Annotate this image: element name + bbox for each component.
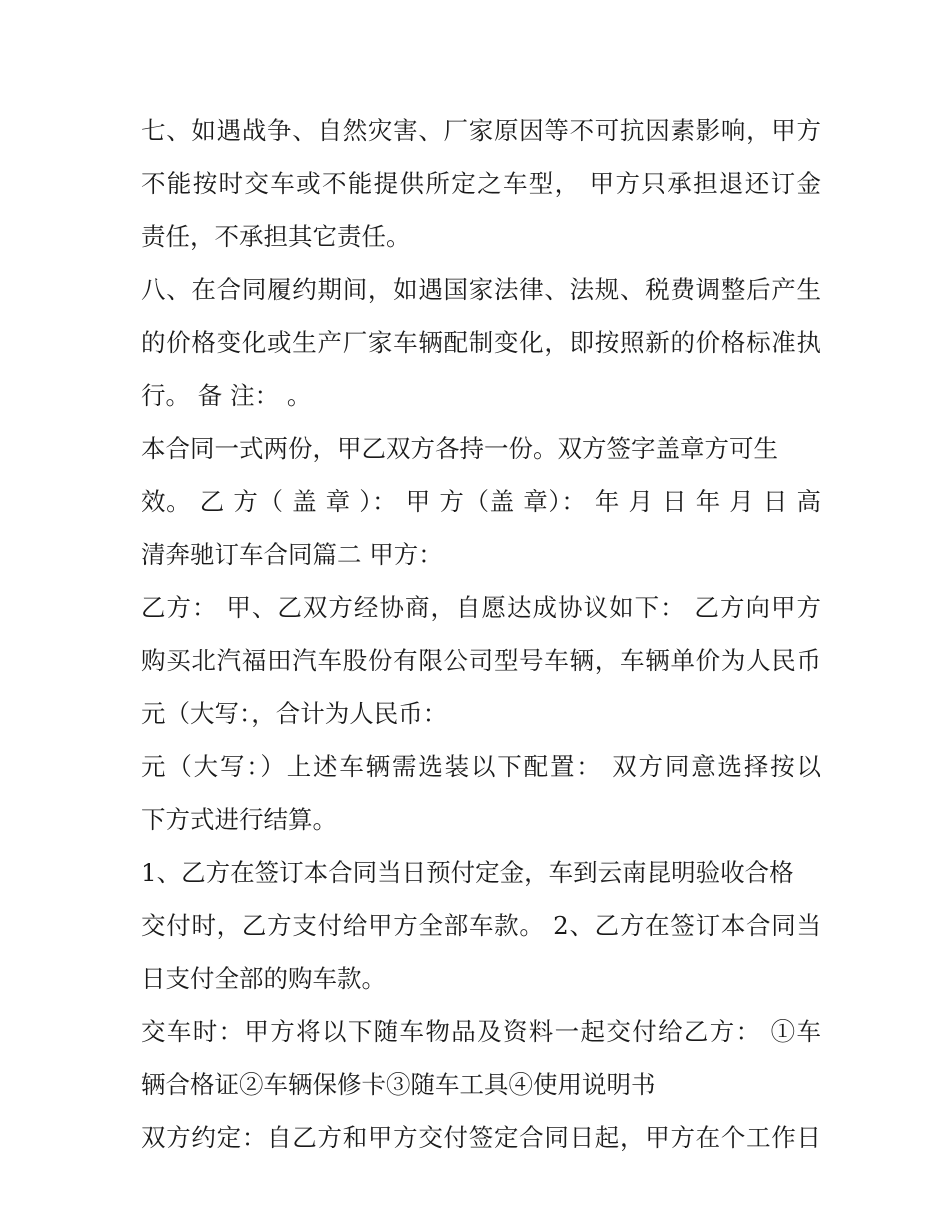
text-line: 交付时，乙方支付给甲方全部车款。 2、乙方在签订本合同当 — [141, 911, 821, 940]
text-line: 本合同一式两份，甲乙双方各持一份。双方签字盖章方可生 — [141, 434, 778, 463]
text-line: 双方约定：自乙方和甲方交付签定合同日起，甲方在个工作日 — [141, 1123, 821, 1152]
text-line: 交车时：甲方将以下随车物品及资料一起交付给乙方： ①车 — [141, 1017, 821, 1046]
text-line: 的价格变化或生产厂家车辆配制变化，即按照新的价格标准执 — [141, 328, 821, 357]
text-line: 元（大写：）上述车辆需选装以下配置： 双方同意选择按以 — [141, 752, 821, 781]
text-line: 购买北汽福田汽车股份有限公司型号车辆，车辆单价为人民币 — [141, 646, 821, 675]
text-line: 效。 乙 方（ 盖 章 ）： 甲 方（盖 章）： 年 月 日 年 月 日 高 — [141, 487, 821, 516]
text-line: 乙方： 甲、乙双方经协商，自愿达成协议如下： 乙方向甲方 — [141, 593, 821, 622]
text-line: 不能按时交车或不能提供所定之车型， 甲方只承担退还订金 — [141, 169, 821, 198]
text-line: 下方式进行结算。 — [141, 805, 337, 834]
text-line: 元（大写：，合计为人民币： — [141, 699, 448, 728]
text-line: 八、在合同履约期间，如遇国家法律、法规、税费调整后产生 — [141, 275, 821, 304]
text-line: 清奔驰订车合同篇二 甲方： — [141, 540, 443, 569]
text-line: 责任，不承担其它责任。 — [141, 222, 411, 251]
text-line: 辆合格证②车辆保修卡③随车工具④使用说明书 — [141, 1070, 656, 1099]
text-line: 行。 备 注： 。 — [141, 381, 312, 410]
text-line: 七、如遇战争、自然灾害、厂家原因等不可抗因素影响，甲方 — [141, 116, 821, 145]
text-line: 日支付全部的购车款。 — [141, 964, 386, 993]
text-line: 1、乙方在签订本合同当日预付定金，车到云南昆明验收合格 — [141, 858, 794, 887]
contract-body — [141, 104, 821, 1164]
